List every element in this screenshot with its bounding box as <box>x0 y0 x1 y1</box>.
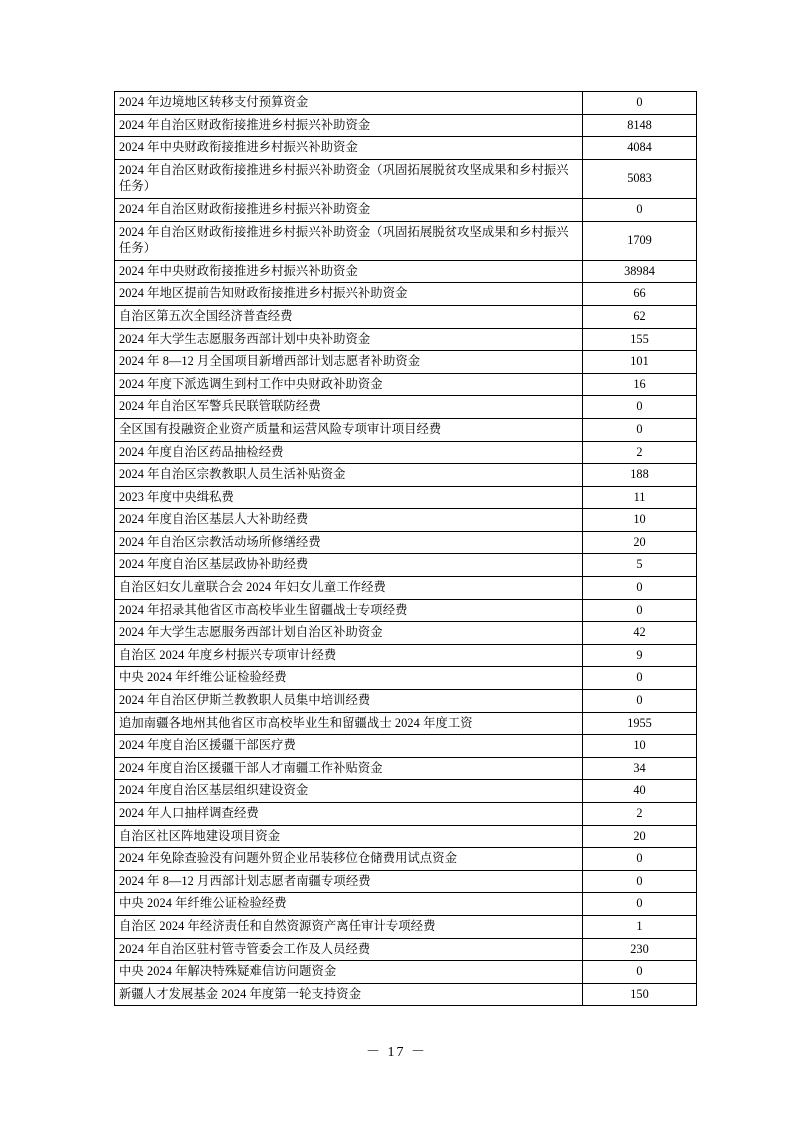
page-number: － 17 － <box>366 1045 427 1060</box>
table-row <box>115 464 697 487</box>
table-row <box>115 893 697 916</box>
table-row <box>115 690 697 713</box>
item-amount: 155 <box>583 328 697 351</box>
item-amount: 0 <box>583 848 697 871</box>
table-row <box>115 757 697 780</box>
table-row <box>115 198 697 221</box>
budget-table-container <box>114 91 680 1006</box>
item-amount: 0 <box>583 961 697 984</box>
table-row <box>115 328 697 351</box>
item-name: 2024 年自治区军警兵民联管联防经费 <box>115 396 583 419</box>
table-row <box>115 418 697 441</box>
item-name: 2024 年招录其他省区市高校毕业生留疆战士专项经费 <box>115 599 583 622</box>
item-name: 2024 年中央财政衔接推进乡村振兴补助资金 <box>115 260 583 283</box>
item-name: 2024 年度自治区基层组织建设资金 <box>115 780 583 803</box>
item-name: 中央 2024 年纤维公证检验经费 <box>115 667 583 690</box>
table-row <box>115 803 697 826</box>
table-row <box>115 983 697 1006</box>
item-amount: 9 <box>583 644 697 667</box>
item-name: 2024 年边境地区转移支付预算资金 <box>115 92 583 115</box>
table-row <box>115 373 697 396</box>
item-name: 2024 年 8—12 月全国项目新增西部计划志愿者补助资金 <box>115 351 583 374</box>
item-amount: 0 <box>583 599 697 622</box>
item-amount: 42 <box>583 622 697 645</box>
table-row <box>115 486 697 509</box>
item-name: 自治区第五次全国经济普查经费 <box>115 305 583 328</box>
table-row <box>115 531 697 554</box>
table-row <box>115 351 697 374</box>
table-row <box>115 667 697 690</box>
table-row <box>115 644 697 667</box>
item-name: 全区国有投融资企业资产质量和运营风险专项审计项目经费 <box>115 418 583 441</box>
table-row <box>115 961 697 984</box>
item-name: 新疆人才发展基金 2024 年度第一轮支持资金 <box>115 983 583 1006</box>
item-name: 2024 年度自治区基层人大补助经费 <box>115 509 583 532</box>
item-amount: 11 <box>583 486 697 509</box>
table-row <box>115 509 697 532</box>
item-name: 2024 年中央财政衔接推进乡村振兴补助资金 <box>115 137 583 160</box>
item-amount: 10 <box>583 509 697 532</box>
item-name: 2024 年自治区财政衔接推进乡村振兴补助资金 <box>115 198 583 221</box>
table-row <box>115 92 697 115</box>
item-amount: 10 <box>583 735 697 758</box>
table-row <box>115 305 697 328</box>
item-amount: 0 <box>583 690 697 713</box>
item-amount: 0 <box>583 92 697 115</box>
item-amount: 101 <box>583 351 697 374</box>
table-row <box>115 735 697 758</box>
item-name: 2024 年大学生志愿服务西部计划中央补助资金 <box>115 328 583 351</box>
item-name: 2024 年地区提前告知财政衔接推进乡村振兴补助资金 <box>115 283 583 306</box>
item-name: 2024 年大学生志愿服务西部计划自治区补助资金 <box>115 622 583 645</box>
item-amount: 1709 <box>583 221 697 260</box>
item-name: 追加南疆各地州其他省区市高校毕业生和留疆战士 2024 年度工资 <box>115 712 583 735</box>
item-name: 2024 年 8—12 月西部计划志愿者南疆专项经费 <box>115 870 583 893</box>
table-row <box>115 599 697 622</box>
table-row <box>115 825 697 848</box>
item-amount: 150 <box>583 983 697 1006</box>
item-name: 2024 年自治区财政衔接推进乡村振兴补助资金（巩固拓展脱贫攻坚成果和乡村振兴任务） <box>115 221 583 260</box>
table-row <box>115 712 697 735</box>
item-name: 2024 年自治区财政衔接推进乡村振兴补助资金（巩固拓展脱贫攻坚成果和乡村振兴任务） <box>115 159 583 198</box>
item-amount: 20 <box>583 531 697 554</box>
item-name: 自治区 2024 年度乡村振兴专项审计经费 <box>115 644 583 667</box>
table-row <box>115 137 697 160</box>
item-name: 2024 年自治区宗教活动场所修缮经费 <box>115 531 583 554</box>
table-row <box>115 441 697 464</box>
item-amount: 4084 <box>583 137 697 160</box>
item-name: 自治区社区阵地建设项目资金 <box>115 825 583 848</box>
item-amount: 5 <box>583 554 697 577</box>
item-name: 自治区妇女儿童联合会 2024 年妇女儿童工作经费 <box>115 577 583 600</box>
table-row <box>115 221 697 260</box>
item-amount: 0 <box>583 893 697 916</box>
table-row <box>115 622 697 645</box>
item-name: 2023 年度中央缉私费 <box>115 486 583 509</box>
item-amount: 2 <box>583 803 697 826</box>
item-amount: 20 <box>583 825 697 848</box>
item-amount: 1 <box>583 915 697 938</box>
table-row <box>115 283 697 306</box>
table-row <box>115 159 697 198</box>
item-amount: 62 <box>583 305 697 328</box>
budget-table <box>114 91 697 1006</box>
item-amount: 188 <box>583 464 697 487</box>
item-amount: 0 <box>583 667 697 690</box>
item-amount: 38984 <box>583 260 697 283</box>
item-name: 2024 年度自治区基层政协补助经费 <box>115 554 583 577</box>
item-name: 自治区 2024 年经济责任和自然资源资产离任审计专项经费 <box>115 915 583 938</box>
item-amount: 8148 <box>583 114 697 137</box>
item-amount: 34 <box>583 757 697 780</box>
item-name: 2024 年自治区宗教教职人员生活补贴资金 <box>115 464 583 487</box>
item-name: 2024 年度自治区援疆干部人才南疆工作补贴资金 <box>115 757 583 780</box>
table-row <box>115 938 697 961</box>
table-row <box>115 780 697 803</box>
item-name: 2024 年免除查验没有问题外贸企业吊装移位仓储费用试点资金 <box>115 848 583 871</box>
item-name: 2024 年度自治区援疆干部医疗费 <box>115 735 583 758</box>
item-name: 中央 2024 年纤维公证检验经费 <box>115 893 583 916</box>
item-amount: 230 <box>583 938 697 961</box>
item-amount: 0 <box>583 577 697 600</box>
item-amount: 0 <box>583 870 697 893</box>
item-amount: 0 <box>583 396 697 419</box>
item-amount: 0 <box>583 198 697 221</box>
item-name: 2024 年度自治区药品抽检经费 <box>115 441 583 464</box>
item-name: 2024 年自治区驻村管寺管委会工作及人员经费 <box>115 938 583 961</box>
budget-table-body <box>115 92 697 1006</box>
item-name: 2024 年自治区财政衔接推进乡村振兴补助资金 <box>115 114 583 137</box>
table-row <box>115 554 697 577</box>
item-amount: 0 <box>583 418 697 441</box>
item-amount: 16 <box>583 373 697 396</box>
table-row <box>115 915 697 938</box>
item-amount: 40 <box>583 780 697 803</box>
table-row <box>115 577 697 600</box>
table-row <box>115 260 697 283</box>
item-amount: 5083 <box>583 159 697 198</box>
table-row <box>115 396 697 419</box>
item-amount: 66 <box>583 283 697 306</box>
item-amount: 2 <box>583 441 697 464</box>
table-row <box>115 870 697 893</box>
item-name: 2024 年度下派选调生到村工作中央财政补助资金 <box>115 373 583 396</box>
table-row <box>115 848 697 871</box>
item-amount: 1955 <box>583 712 697 735</box>
item-name: 2024 年自治区伊斯兰教教职人员集中培训经费 <box>115 690 583 713</box>
item-name: 2024 年人口抽样调查经费 <box>115 803 583 826</box>
item-name: 中央 2024 年解决特殊疑难信访问题资金 <box>115 961 583 984</box>
table-row <box>115 114 697 137</box>
